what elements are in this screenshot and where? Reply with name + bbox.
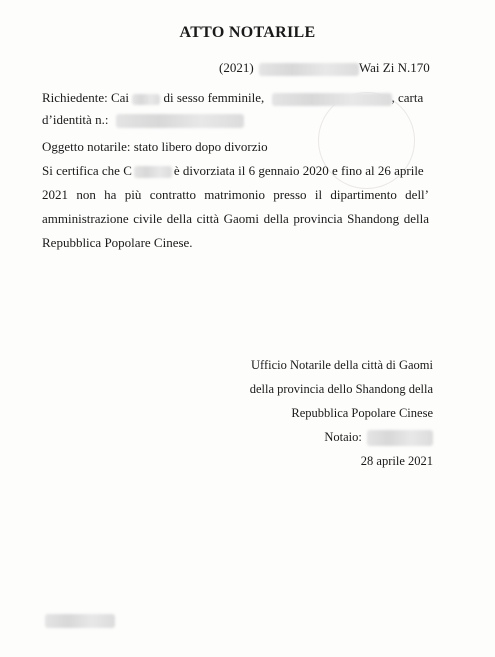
applicant-id-label-2: d’identità n.: bbox=[42, 112, 109, 127]
applicant-line bbox=[42, 90, 423, 106]
applicant-id-line bbox=[42, 112, 244, 128]
redacted-applicant-birth bbox=[272, 93, 392, 106]
redacted-subject-name bbox=[134, 166, 172, 178]
certification-line1-text: è divorziata il 6 gennaio 2020 e fino al 26 aprile bbox=[173, 163, 424, 178]
redacted-notary-name bbox=[367, 430, 433, 446]
reference-suffix: Wai Zi N.170 bbox=[358, 60, 430, 75]
reference-year: (2021) bbox=[219, 60, 254, 75]
applicant-label: Richiedente: Cai bbox=[42, 90, 130, 105]
redacted-applicant-name bbox=[132, 94, 160, 105]
applicant-gender: di sesso femminile, bbox=[163, 90, 265, 105]
certification-prefix: Si certifica che C bbox=[42, 163, 132, 178]
notary-label: Notaio: bbox=[324, 430, 362, 444]
redacted-footer-mark bbox=[45, 614, 115, 628]
notary-office-line-1: Ufficio Notarile della città di Gaomi bbox=[250, 358, 433, 372]
certification-line-3: amministrazione civile della città Gaomi della provincia Shandong della bbox=[42, 211, 429, 226]
notary-line bbox=[324, 429, 433, 446]
notarial-subject: Oggetto notarile: stato libero dopo divorzio bbox=[42, 139, 268, 154]
notary-office-line-2: della provincia dello Shandong della bbox=[249, 382, 433, 396]
document-title: ATTO NOTARILE bbox=[179, 24, 316, 41]
applicant-id-label: , carta bbox=[391, 90, 424, 105]
redacted-id-number bbox=[116, 114, 244, 128]
notary-office-line-3: Repubblica Popolare Cinese bbox=[291, 406, 433, 420]
document-date: 28 aprile 2021 bbox=[360, 454, 433, 468]
reference-number bbox=[219, 60, 430, 76]
certification-line-4: Repubblica Popolare Cinese. bbox=[42, 235, 193, 250]
certification-line-1 bbox=[42, 163, 429, 179]
certification-line-2: 2021 non ha più contratto matrimonio presso il dipartimento dell’ bbox=[42, 187, 429, 202]
redacted-reference bbox=[259, 63, 359, 76]
